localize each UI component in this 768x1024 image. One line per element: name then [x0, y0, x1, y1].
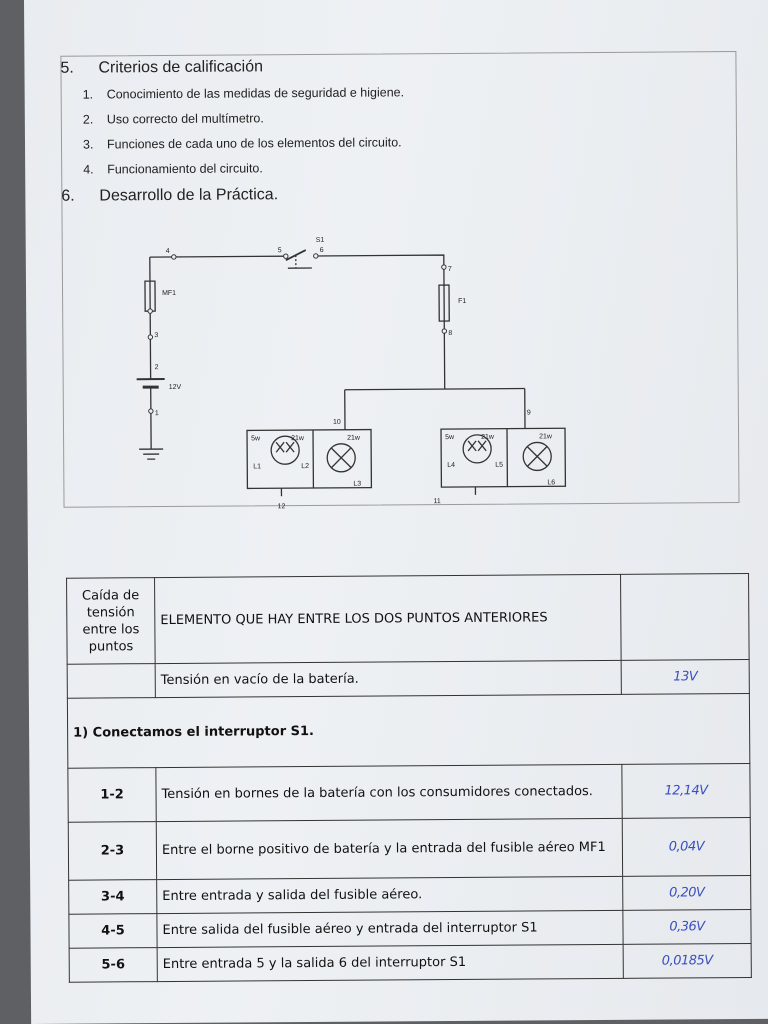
table-row: [69, 875, 751, 914]
row-desc: Entre el borne positivo de batería y la entrada del fusible aéreo MF1: [156, 818, 622, 879]
point-label: 4: [165, 247, 170, 256]
switch-label: S1: [315, 236, 325, 244]
row-points: 4-5: [69, 914, 157, 949]
header-points: Caída de tensión entre los puntos: [67, 578, 156, 665]
row-value: 0,04V: [622, 817, 750, 876]
point-label: 1: [154, 410, 159, 418]
point-label: 10: [332, 418, 341, 426]
header-value-empty: [621, 573, 750, 660]
battery-label: 12V: [168, 383, 182, 391]
point-label: 2: [154, 364, 159, 372]
table-row: [68, 817, 750, 880]
lamp-name-label: L1: [253, 463, 262, 471]
row-desc: Entre entrada y salida del fusible aéreo.: [157, 876, 623, 913]
document-page: [24, 0, 768, 1024]
lamp-name-label: L5: [495, 461, 504, 469]
row-desc: Entre entrada 5 y la salida 6 del interruptor S1: [157, 944, 623, 981]
point-label: 3: [154, 332, 159, 340]
row-value: 0,0185V: [623, 943, 751, 978]
row-points: 5-6: [69, 948, 157, 983]
lamp-name-label: L4: [447, 462, 456, 470]
row-desc: Tensión en vacío de la batería.: [155, 660, 621, 697]
point-label: 8: [448, 330, 453, 338]
criteria-list: [83, 83, 405, 185]
fuse-mf1-label: MF1: [162, 289, 177, 298]
lamp-power-label: 21w: [539, 433, 552, 441]
section-6-number: 6.: [61, 187, 75, 205]
point-label: 11: [433, 498, 441, 506]
lamp-power-label: 21w: [481, 433, 494, 441]
row-points: 3-4: [69, 880, 157, 915]
header-element: ELEMENTO QUE HAY ENTRE LOS DOS PUNTOS ANTERIORES: [155, 574, 622, 663]
row-points: 2-3: [68, 822, 156, 881]
table-cell-empty: [67, 664, 155, 699]
lamp-name-label: L6: [547, 479, 556, 487]
section-5-number: 5.: [60, 59, 74, 77]
point-label: 9: [526, 409, 531, 417]
lamp-power-label: 5w: [445, 434, 455, 442]
table-row: [68, 763, 750, 822]
lamp-name-label: L3: [353, 480, 362, 488]
measurement-table: [66, 573, 752, 983]
fuse-f1-label: F1: [458, 297, 467, 305]
lamp-power-label: 21w: [291, 435, 304, 443]
row-value: 12,14V: [622, 763, 750, 818]
lamp-power-label: 5w: [251, 435, 261, 443]
lamp-power-label: 21w: [347, 434, 360, 442]
section-row-title: 1) Conectamos el interruptor S1.: [67, 693, 749, 768]
section-5-title: Criterios de calificación: [98, 58, 264, 77]
list-item: 1. Conocimiento de las medidas de seguridad e higiene.: [82, 85, 405, 102]
row-value: 0,20V: [623, 875, 751, 910]
table-row: [69, 943, 751, 982]
list-item: 3. Funciones de cada uno de los elementos del circuito.: [82, 135, 402, 152]
circuit-diagram: [126, 226, 588, 519]
point-label: 6: [319, 246, 324, 254]
section-6-title: Desarrollo de la Práctica.: [99, 186, 279, 205]
point-label: 12: [277, 503, 286, 511]
point-label: 7: [447, 266, 452, 274]
lamp-name-label: L2: [301, 463, 310, 471]
row-value: 0,36V: [623, 909, 751, 944]
list-item: 2. Uso correcto del multímetro.: [82, 111, 264, 127]
point-label: 5: [277, 247, 282, 255]
list-item: 4. Funcionamiento del circuito.: [83, 161, 263, 177]
table-row: [69, 909, 751, 948]
row-desc: Tensión en bornes de la batería con los consumidores conectados.: [156, 764, 622, 821]
row-points: 1-2: [68, 768, 156, 823]
row-desc: Entre salida del fusible aéreo y entrada del interruptor S1: [157, 910, 623, 947]
row-value: 13V: [621, 659, 749, 694]
